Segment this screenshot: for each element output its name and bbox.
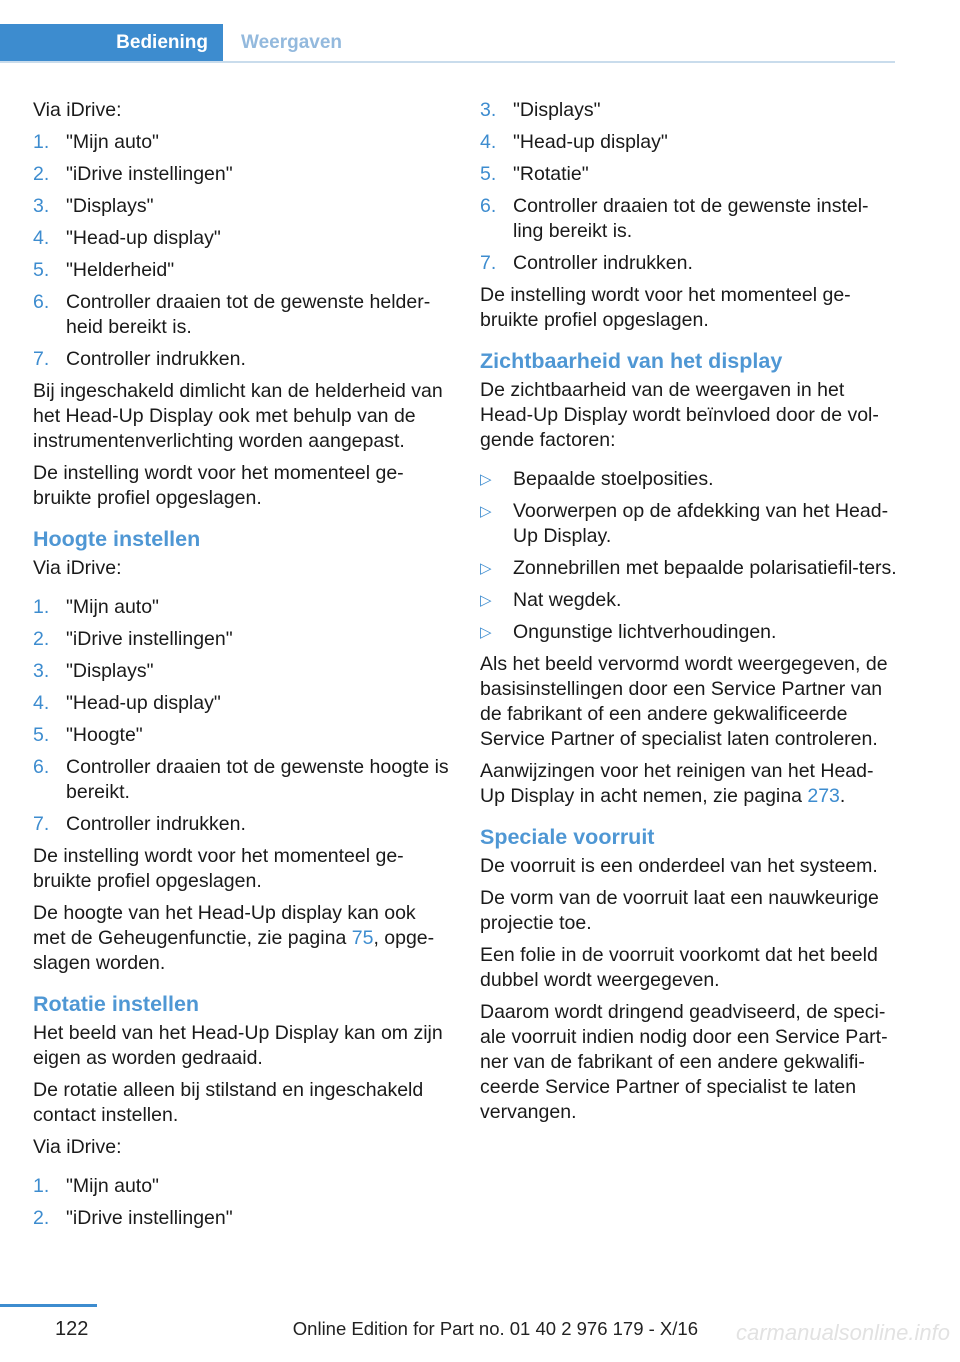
header-tabs	[0, 24, 895, 62]
paragraph: De instelling wordt voor het momenteel ge-bruikte profiel opgeslagen.	[33, 845, 404, 892]
step-number: 6.	[480, 195, 497, 217]
page-number: 122	[55, 1318, 89, 1340]
list-item: 6. Controller draaien tot de gewenste helder-heid bereikt is.	[33, 291, 431, 338]
steps-height	[33, 595, 451, 837]
step-number: 7.	[33, 348, 50, 370]
tab-bediening[interactable]: Bediening	[0, 24, 223, 62]
steps-rotation-continued	[480, 98, 898, 276]
step-number: 2.	[33, 628, 50, 650]
list-item: 7. Controller indrukken.	[33, 348, 246, 370]
list-item: 7. Controller indrukken.	[33, 813, 246, 835]
list-item: 3. "Displays"	[33, 195, 154, 217]
step-number: 2.	[33, 163, 50, 185]
paragraph: De instelling wordt voor het momenteel ge-bruikte profiel opgeslagen.	[33, 462, 404, 509]
edition-text: Online Edition for Part no. 01 40 2 976 179 - X/16	[292, 1318, 698, 1339]
list-item: 2. "iDrive instellingen"	[33, 1207, 233, 1229]
step-number: 3.	[33, 195, 50, 217]
list-item: ▷ Zonnebrillen met bepaalde polarisatiefil-ters.	[480, 557, 897, 579]
paragraph: De instelling wordt voor het momenteel ge-bruikte profiel opgeslagen.	[480, 284, 851, 331]
paragraph: De rotatie alleen bij stilstand en ingeschakeld contact instellen.	[33, 1079, 424, 1126]
step-number: 1.	[33, 1175, 50, 1197]
step-number: 7.	[480, 252, 497, 274]
page-link-75[interactable]: 75	[351, 927, 374, 949]
step-number: 5.	[480, 163, 497, 185]
paragraph: Daarom wordt dringend geadviseerd, de speci-ale voorruit indien nodig door een Service Part-ner van de fabrikant of een andere gekwalifi-ceerde Service Partner of specialist te laten vervangen.	[480, 1001, 888, 1123]
watermark-logo: carmanualsonline.info	[735, 1320, 950, 1345]
step-number: 5.	[33, 259, 50, 281]
list-item: 5. "Rotatie"	[480, 163, 589, 185]
list-item: 1. "Mijn auto"	[33, 131, 159, 153]
paragraph: De vorm van de voorruit laat een nauwkeurige projectie toe.	[480, 887, 879, 934]
list-item: ▷ Ongunstige lichtverhoudingen.	[480, 621, 777, 643]
right-column	[480, 98, 898, 1132]
list-item: 5. "Hoogte"	[33, 724, 143, 746]
list-item: 6. Controller draaien tot de gewenste instel-ling bereikt is.	[480, 195, 869, 242]
heading-hoogte-instellen: Hoogte instellen	[33, 527, 201, 551]
via-idrive-label: Via iDrive:	[33, 557, 122, 579]
triangle-bullet-icon: ▷	[480, 592, 492, 609]
list-item: ▷ Nat wegdek.	[480, 589, 622, 611]
via-idrive-label: Via iDrive:	[33, 1136, 122, 1158]
list-item: ▷ Voorwerpen op de afdekking van het Head-Up Display.	[480, 500, 889, 547]
step-number: 6.	[33, 291, 50, 313]
step-number: 6.	[33, 756, 50, 778]
list-item: 2. "iDrive instellingen"	[33, 628, 233, 650]
triangle-bullet-icon: ▷	[480, 624, 492, 641]
paragraph: Een folie in de voorruit voorkomt dat het beeld dubbel wordt weergegeven.	[480, 944, 878, 991]
step-number: 1.	[33, 596, 50, 618]
list-item: 4. "Head-up display"	[33, 227, 221, 249]
triangle-bullet-icon: ▷	[480, 503, 492, 520]
step-number: 2.	[33, 1207, 50, 1229]
heading-zichtbaarheid: Zichtbaarheid van het display	[480, 349, 783, 373]
via-idrive-label: Via iDrive:	[33, 99, 122, 121]
step-number: 4.	[480, 131, 497, 153]
list-item: 4. "Head-up display"	[480, 131, 668, 153]
paragraph: Bij ingeschakeld dimlicht kan de helderheid van het Head-Up Display ook met behulp van de instrumentenverlichting worden aangepast.	[33, 380, 443, 452]
step-number: 4.	[33, 692, 50, 714]
heading-speciale-voorruit: Speciale voorruit	[480, 825, 655, 849]
list-item: 3. "Displays"	[480, 99, 601, 121]
paragraph: Aanwijzingen voor het reinigen van het Head-Up Display in acht nemen, zie pagina 273.	[480, 760, 874, 807]
list-item: 6. Controller draaien tot de gewenste hoogte is bereikt.	[33, 756, 449, 803]
list-item: 2. "iDrive instellingen"	[33, 163, 233, 185]
visibility-factors	[480, 467, 898, 645]
paragraph: Het beeld van het Head-Up Display kan om zijn eigen as worden gedraaid.	[33, 1022, 443, 1069]
list-item: 1. "Mijn auto"	[33, 596, 159, 618]
step-number: 5.	[33, 724, 50, 746]
step-number: 7.	[33, 813, 50, 835]
step-number: 3.	[480, 99, 497, 121]
paragraph: De voorruit is een onderdeel van het systeem.	[480, 855, 878, 877]
triangle-bullet-icon: ▷	[480, 471, 492, 488]
list-item: 4. "Head-up display"	[33, 692, 221, 714]
triangle-bullet-icon: ▷	[480, 560, 492, 577]
list-item: ▷ Bepaalde stoelposities.	[480, 468, 714, 490]
step-number: 1.	[33, 131, 50, 153]
list-item: 7. Controller indrukken.	[480, 252, 693, 274]
list-item: 3. "Displays"	[33, 660, 154, 682]
tab-weergaven[interactable]: Weergaven	[241, 32, 343, 53]
left-column	[33, 98, 451, 1238]
paragraph: De hoogte van het Head-Up display kan ook met de Geheugenfunctie, zie pagina 75, opge-slagen worden.	[33, 902, 435, 974]
paragraph: De zichtbaarheid van de weergaven in het Head-Up Display wordt beïnvloed door de vol-gende factoren:	[480, 379, 879, 451]
step-number: 4.	[33, 227, 50, 249]
list-item: 1. "Mijn auto"	[33, 1175, 159, 1197]
steps-brightness	[33, 130, 451, 372]
page-link-273[interactable]: 273	[807, 785, 840, 807]
step-number: 3.	[33, 660, 50, 682]
heading-rotatie-instellen: Rotatie instellen	[33, 992, 200, 1016]
steps-rotation	[33, 1174, 451, 1231]
paragraph: Als het beeld vervormd wordt weergegeven, de basisinstellingen door een Service Partner van de fabrikant of een andere gekwalificeerde Service Partner of specialist laten controleren.	[480, 653, 888, 750]
header-divider	[0, 61, 895, 63]
footer-divider	[0, 1304, 97, 1307]
list-item: 5. "Helderheid"	[33, 259, 175, 281]
